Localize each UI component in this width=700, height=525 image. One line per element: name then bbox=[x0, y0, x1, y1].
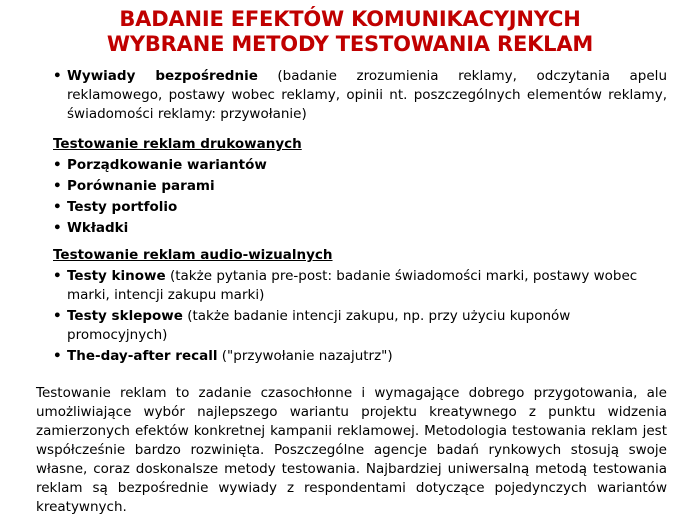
print-ads-section bbox=[36, 135, 667, 238]
list-item: • Wkładki bbox=[53, 219, 667, 238]
item-description: (także pytania pre-post: badanie świadomości marki, postawy wobec marki, intencji zakupu marki) bbox=[67, 268, 638, 303]
interviews-term: Wywiady bezpośrednie bbox=[67, 68, 258, 84]
title-line-2: WYBRANE METODY TESTOWANIA REKLAM bbox=[106, 32, 594, 56]
summary-paragraph: Testowanie reklam to zadanie czasochłonne i wymagające dobrego przygotowania, ale umożliwiające wybór najlepszego wariantu projektu kreatywnego z punktu widzenia zamierzonych efektów konkretnej kampanii reklamowej. Metodologia testowania reklam jest współcześnie bardzo rozwinięta. Poszczególne agencje badań rynkowych stosują swoje własne, coraz doskonalsze metody testowania. Najbardziej uniwersalną metodą testowania reklam są bezpośrednie wywiady z respondentami dotyczące pojedynczych wariantów kreatywnych. bbox=[36, 385, 667, 515]
title-line-1: BADANIE EFEKTÓW KOMUNIKACYJNYCH bbox=[119, 7, 581, 31]
list-item: • Porównanie parami bbox=[53, 177, 667, 196]
slide-content bbox=[36, 67, 667, 517]
list-item: • Porządkowanie wariantów bbox=[53, 156, 667, 175]
item-description: ("przywołanie nazajutrz") bbox=[217, 348, 393, 364]
page-title bbox=[0, 7, 700, 57]
item-description: (także badanie intencji zakupu, np. przy użyciu kuponów promocyjnych) bbox=[67, 308, 571, 343]
list-item bbox=[53, 307, 667, 345]
list-item bbox=[53, 347, 667, 366]
item-term: Testy sklepowe bbox=[67, 308, 183, 324]
item-term: Testy kinowe bbox=[67, 268, 166, 284]
list-item bbox=[53, 267, 667, 305]
list-item-interviews bbox=[53, 67, 667, 124]
print-ads-heading: Testowanie reklam drukowanych bbox=[53, 136, 302, 152]
audio-visual-ads-heading: Testowanie reklam audio-wizualnych bbox=[53, 247, 333, 263]
item-term: The-day-after recall bbox=[67, 348, 218, 364]
list-item: • Testy portfolio bbox=[53, 198, 667, 217]
audio-visual-ads-section bbox=[36, 246, 667, 366]
interviews-description: (badanie zrozumienia reklamy, odczytania apelu reklamowego, postawy wobec reklamy, opinii nt. poszczególnych elementów reklamy, świadomości reklamy: przywołanie) bbox=[67, 68, 667, 122]
